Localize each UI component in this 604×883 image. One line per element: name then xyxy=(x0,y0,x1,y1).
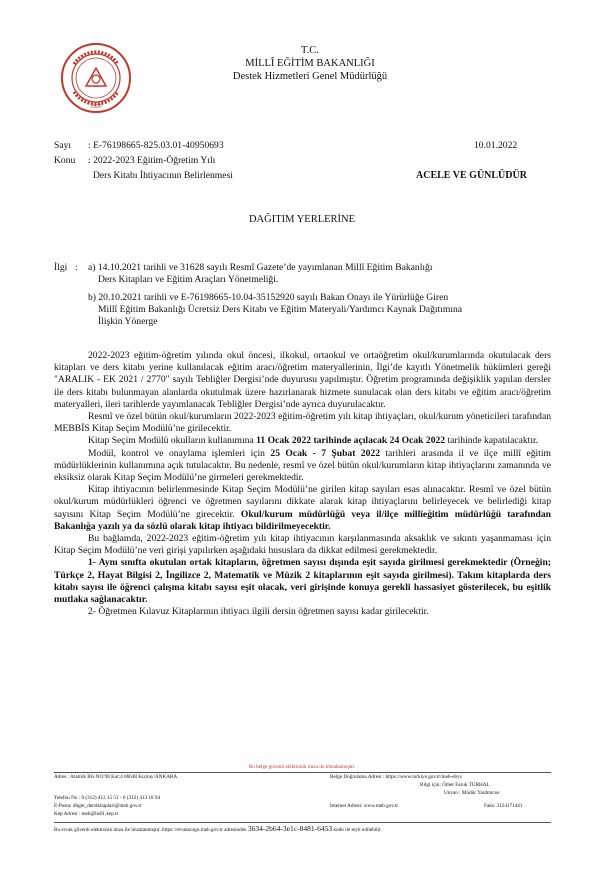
ilgi-label: İlgi xyxy=(54,262,68,273)
footer-contact-person: Bilgi için: Ömer Faruk TURHAL xyxy=(420,782,490,788)
footer-fax: Faks: 3124171441 xyxy=(484,803,523,809)
p3-dates: 11 Ocak 2022 tarihinde açılacak 24 Ocak 2022 xyxy=(256,435,446,447)
p5-bold: Okul/kurum müdürlüğü veya il/ilçe millîeğitim müdürlüğü tarafından Bakanlığa yazılı ya da sözlü olarak kitap ihtiyacı bildirilmeyecektir. xyxy=(54,508,552,532)
body-paragraph-2: Resmî ve özel bütün okul/kurumların 2022-2023 eğitim-öğretim yılı kitap ihtiyaçları, okul/kurum yöneticileri tarafından MEBBİS Kitap Seçim Modülü’ne girilecektir. xyxy=(54,411,551,435)
ilgi-b xyxy=(88,292,551,329)
p3-text-a: Kitap Seçim Modülü okulların kullanımına xyxy=(88,435,257,447)
footer-divider-2 xyxy=(54,822,551,823)
body-paragraph-6: Bu bağlamda, 2022-2023 eğitim-öğretim yılı kitap ihtiyacının karşılanmasında aksaklık ve sıkıntı yaşanmaması için Kitap Seçim Modülü’ne veri girişi yapılırken aşağıdaki hususlara da dikkat edilmesi gerekmektedir. xyxy=(54,533,551,557)
body-paragraph-4 xyxy=(54,448,551,485)
konu-value: : 2022-2023 Eğitim-Öğretim Yılı xyxy=(88,155,216,166)
verify-code: 3634-2b64-3e1c-8481-6453 xyxy=(247,824,333,833)
esign-notice: Bu belge güvenli elektronik imza ile imzalanmıştır. xyxy=(248,764,356,770)
footer-phone: Telefon No : 0 (312) 413 15 51 - 0 (312) 413 18 94 xyxy=(54,795,161,801)
footer-verify-url: Belge Doğrulama Adresi : https://www.turkiye.gov.tr/meb-ebys xyxy=(330,774,462,780)
ilgi-b-line3: İlişkin Yönerge xyxy=(98,316,158,328)
p4-dates: 25 Ocak - 7 Şubat 2022 xyxy=(270,447,380,459)
document-date: 10.01.2022 xyxy=(474,140,518,151)
header-tc: T.C. xyxy=(301,45,319,56)
body-paragraph-7: 1- Aynı sınıfta okutulan ortak kitapların, öğretmen sayısı dışında eşit sayıda girilmesi gerekmektedir (Örneğin; Türkçe 2, Hayat Bilgisi 2, İngilizce 2, Matematik ve Müzik 2 kitaplarının eşit sayıda girilmesi). Takım kitaplarda ders kitabı sayısı ile öğrenci çalışma kitabı sayısı eşit olacak, veri girişinde konuya gerekli hassasiyet gösterilecek, bu eşitlik mutlaka sağlanacaktır. xyxy=(54,557,551,606)
footer-verification xyxy=(54,825,551,834)
verify-suffix: kodu ile teyit edilebilir. xyxy=(333,827,382,833)
urgency-label: ACELE VE GÜNLÜDÜR xyxy=(416,170,527,181)
body-paragraph-8: 2- Öğretmen Kılavuz Kitaplarının ihtiyacı ilgili dersin öğretmen sayısı kadar girilecektir. xyxy=(88,606,429,618)
recipients: DAĞITIM YERLERİNE xyxy=(248,214,356,225)
ilgi-a xyxy=(88,262,551,286)
header-ministry: MİLLÎ EĞİTİM BAKANLIĞI xyxy=(245,58,375,69)
p4-text-c: tarihleri arasında il ve ilçe millî eğitim müdürlüklerinin kullanımına açık tutulacaktır. Bu nedenle, resmî ve özel bütün okul/kurumların kitap ihtiyaçlarını zamanında ve eksiksiz olarak Kitap Seçim Modülü’ne girmeleri gerekmektedir. xyxy=(54,447,551,484)
p3-text-c: tarihinde kapatılacaktır. xyxy=(445,435,539,447)
ilgi-a-line2: Ders Kitapları ve Eğitim Araçları Yönetmeliği. xyxy=(98,274,279,286)
letter-body xyxy=(54,350,551,618)
sayi-label: Sayı xyxy=(54,140,72,151)
footer-website: İnternet Adresi: www.meb.gov.tr xyxy=(330,803,399,809)
header-block xyxy=(150,44,470,83)
ilgi-colon: : xyxy=(75,262,78,273)
p4-text-a: Modül, kontrol ve onaylama işlemleri için xyxy=(88,447,271,459)
konu-label: Konu xyxy=(54,155,76,166)
body-paragraph-3 xyxy=(54,435,551,447)
svg-text:1920: 1920 xyxy=(90,104,102,110)
footer-email: E-Posta: dhgm_dersikitaplari@meb.gov.tr xyxy=(54,803,142,809)
ministry-seal-logo xyxy=(60,42,132,114)
body-paragraph-1: 2022-2023 eğitim-öğretim yılında okul öncesi, ilkokul, ortaokul ve ortaöğretim okul/kurumlarında okutulacak ders kitapları ve ders kitabı yerine kullanılacak eğitim aracı/öğretim materyallerinin, İlgi’de kayıtlı Yönetmelik hükümleri gereği "ARALIK - EK 2021 / 2770" sayılı Tebliğler Dergisi’nde duyurusu yapılmıştır. Öğretim programında değişiklik yapılan dersler ile ders kitabı bulunmayan alanlarda okutulmak üzere hazırlanarak hizmete sunulacak olan ders kitabı ve eğitim aracı/öğretim materyalleri, ileri tarihlerde yayımlanacak Tebliğler Dergisi’nde ayrıca duyurulacaktır. xyxy=(54,350,551,410)
footer-title: Unvan : Müdür Yardımcısı xyxy=(444,790,500,796)
footer-kep: Kep Adresi : meb@hs01.kep.tr xyxy=(54,811,119,817)
body-paragraph-5 xyxy=(54,484,551,533)
verify-prefix: Bu evrak güvenli elektronik imza ile imzalanmıştır. https://evraksorgu.meb.gov.tr adresinden xyxy=(54,827,247,833)
ilgi-b-line2: Millî Eğitim Bakanlığı Ücretsiz Ders Kitabı ve Eğitim Materyali/Yardımcı Kaynak Dağıtımına xyxy=(98,304,463,316)
konu-value-cont: Ders Kitabı İhtiyacının Belirlenmesi xyxy=(93,170,233,181)
sayi-value: : E-76198665-825.03.01-40950693 xyxy=(88,140,224,151)
ilgi-a-line1: a) 14.10.2021 tarihli ve 31628 sayılı Resmî Gazete’de yayımlanan Millî Eğitim Bakanlığı xyxy=(88,262,433,273)
p5-text-a: Kitap ihtiyacının belirlenmesinde Kitap Seçim Modülü’ne girilen kitap sayıları esas alınacaktır. Resmî ve özel bütün okul/kurum müdürlükleri öğrenci ve öğretmen sayılarını dikkate alarak kitap ihtiyaçlarını belirleyecek ve belirlediği kitap sayısını Kitap Seçim Modülü’ne girecektir. xyxy=(54,484,551,520)
footer-address: Adres : Atatürk Blv.NO:98 Kat:4 06648 Kızılay/ANKARA xyxy=(54,774,178,780)
header-directorate: Destek Hizmetleri Genel Müdürlüğü xyxy=(232,71,388,82)
footer-divider xyxy=(54,772,551,773)
ilgi-b-line1: b) 20.10.2021 tarihli ve E-76198665-10.04-35152920 sayılı Bakan Onayı ile Yürürlüğe Giren xyxy=(88,292,449,303)
